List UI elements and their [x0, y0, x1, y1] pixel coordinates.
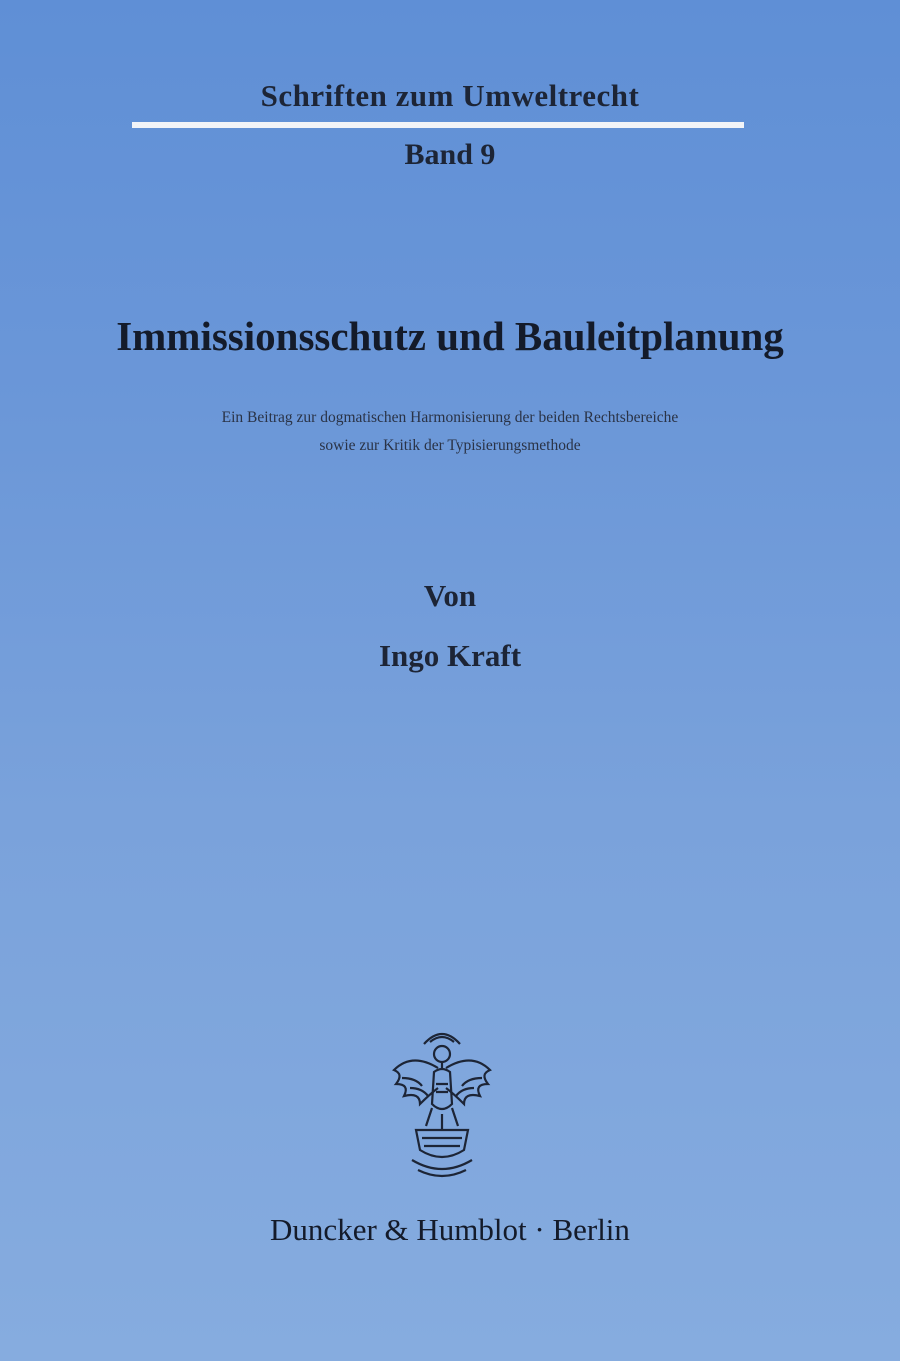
author-name: Ingo Kraft	[378, 638, 522, 673]
publisher-imprint: Duncker & Humblot · Berlin	[270, 1212, 630, 1247]
series-divider	[132, 122, 744, 128]
series-title: Schriften zum Umweltrecht	[260, 78, 640, 113]
book-title: Immissionsschutz und Bauleitplanung	[116, 313, 784, 359]
volume-label: Band 9	[404, 138, 496, 171]
publisher-eagle-emblem-icon	[382, 1022, 502, 1180]
subtitle-line-1: Ein Beitrag zur dogmatischen Harmonisierung der beiden Rechtsbereiche	[221, 409, 679, 426]
subtitle-line-2: sowie zur Kritik der Typisierungsmethode	[319, 437, 581, 454]
by-label: Von	[423, 578, 477, 613]
book-subtitle	[0, 404, 900, 460]
